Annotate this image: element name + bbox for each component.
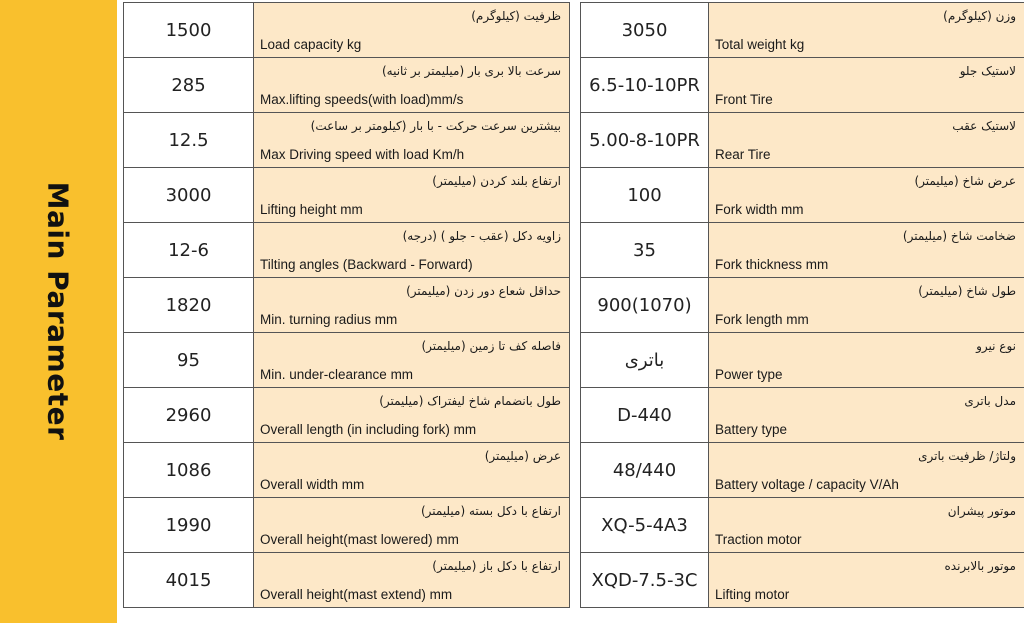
spec-description (709, 498, 1024, 553)
spec-description (254, 443, 570, 498)
spec-label-english: Load capacity kg (260, 37, 362, 52)
spec-description (254, 553, 570, 608)
spec-label-english: Fork length mm (715, 312, 809, 327)
spec-label-persian: مدل باتری (964, 394, 1016, 408)
spec-row (581, 498, 1024, 553)
spec-value: 3050 (581, 3, 709, 58)
spec-value: 48/440 (581, 443, 709, 498)
spec-label-english: Overall width mm (260, 477, 365, 492)
spec-description (254, 278, 570, 333)
spec-value: 1820 (124, 278, 254, 333)
spec-label-persian: موتور پیشران (947, 504, 1016, 518)
page-title: Main Parameter (41, 181, 75, 441)
spec-label-persian: زاویه دکل (عقب - جلو ) (درجه) (402, 229, 561, 243)
spec-row (124, 498, 570, 553)
spec-description (709, 333, 1024, 388)
spec-label-persian: طول شاخ (میلیمتر) (918, 284, 1016, 298)
spec-label-english: Total weight kg (715, 37, 805, 52)
spec-label-english: Min. turning radius mm (260, 312, 398, 327)
right-spec-table (580, 2, 1024, 608)
spec-label-english: Tilting angles (Backward - Forward) (260, 257, 473, 272)
spec-description (709, 388, 1024, 443)
spec-value: D-440 (581, 388, 709, 443)
spec-value: 5.00-8-10PR (581, 113, 709, 168)
spec-description (709, 553, 1024, 608)
spec-label-english: Lifting motor (715, 587, 790, 602)
spec-row (581, 3, 1024, 58)
spec-row (581, 443, 1024, 498)
spec-description (254, 113, 570, 168)
spec-description (709, 113, 1024, 168)
spec-label-english: Rear Tire (715, 147, 771, 162)
spec-label-english: Min. under-clearance mm (260, 367, 414, 382)
spec-label-persian: فاصله کف تا زمین (میلیمتر) (421, 339, 561, 353)
spec-value: 1500 (124, 3, 254, 58)
spec-label-persian: ولتاژ/ ظرفیت باتری (918, 449, 1016, 463)
spec-description (254, 388, 570, 443)
spec-value: 35 (581, 223, 709, 278)
spec-row (581, 333, 1024, 388)
spec-description (709, 223, 1024, 278)
spec-value: 100 (581, 168, 709, 223)
spec-value: XQD-7.5-3C (581, 553, 709, 608)
spec-value: 4015 (124, 553, 254, 608)
spec-label-persian: عرض شاخ (میلیمتر) (914, 174, 1016, 188)
spec-row (124, 278, 570, 333)
spec-description (254, 223, 570, 278)
title-sidebar (0, 0, 117, 623)
spec-row (581, 388, 1024, 443)
spec-value: XQ-5-4A3 (581, 498, 709, 553)
spec-label-english: Overall height(mast lowered) mm (260, 532, 459, 547)
spec-value: باتری (581, 333, 709, 388)
spec-label-persian: موتور بالابرنده (944, 559, 1016, 573)
spec-row (124, 168, 570, 223)
spec-row (124, 113, 570, 168)
spec-label-english: Power type (715, 367, 783, 382)
spec-label-persian: طول بانضمام شاخ لیفتراک (میلیمتر) (379, 394, 561, 408)
spec-label-persian: لاستیک جلو (959, 64, 1016, 78)
spec-description (254, 498, 570, 553)
spec-label-english: Front Tire (715, 92, 773, 107)
spec-label-english: Fork thickness mm (715, 257, 829, 272)
spec-label-persian: بیشترین سرعت حرکت - با بار (کیلومتر بر ساعت) (310, 119, 561, 133)
spec-row (581, 223, 1024, 278)
spec-description (709, 3, 1024, 58)
spec-description (254, 58, 570, 113)
spec-description (709, 278, 1024, 333)
spec-label-persian: ظرفیت (کیلوگرم) (471, 9, 561, 23)
spec-label-persian: لاستیک عقب (952, 119, 1016, 133)
spec-description (254, 168, 570, 223)
spec-label-english: Fork width mm (715, 202, 804, 217)
spec-label-english: Max.lifting speeds(with load)mm/s (260, 92, 464, 107)
spec-label-english: Battery voltage / capacity V/Ah (715, 477, 899, 492)
spec-value: 95 (124, 333, 254, 388)
spec-label-english: Max Driving speed with load Km/h (260, 147, 465, 162)
spec-label-english: Traction motor (715, 532, 802, 547)
spec-value: 900(1070) (581, 278, 709, 333)
spec-label-persian: سرعت بالا بری بار (میلیمتر بر ثانیه) (381, 64, 561, 78)
spec-label-persian: وزن (کیلوگرم) (943, 9, 1016, 23)
spec-label-persian: ارتفاع با دکل باز (میلیمتر) (432, 559, 561, 573)
spec-label-persian: حداقل شعاع دور زدن (میلیمتر) (406, 284, 561, 298)
spec-description (254, 3, 570, 58)
spec-description (709, 443, 1024, 498)
spec-label-persian: نوع نیرو (976, 339, 1016, 353)
spec-row (124, 388, 570, 443)
spec-description (254, 333, 570, 388)
spec-row (124, 333, 570, 388)
spec-row (124, 443, 570, 498)
spec-row (124, 223, 570, 278)
spec-value: 1086 (124, 443, 254, 498)
spec-row (124, 58, 570, 113)
spec-value: 12-6 (124, 223, 254, 278)
spec-value: 2960 (124, 388, 254, 443)
spec-value: 285 (124, 58, 254, 113)
spec-label-english: Battery type (715, 422, 788, 437)
spec-row (581, 168, 1024, 223)
spec-label-english: Overall height(mast extend) mm (260, 587, 453, 602)
spec-row (124, 3, 570, 58)
spec-value: 1990 (124, 498, 254, 553)
spec-label-persian: عرض (میلیمتر) (484, 449, 561, 463)
spec-value: 12.5 (124, 113, 254, 168)
spec-label-persian: ارتفاع بلند کردن (میلیمتر) (432, 174, 561, 188)
spec-row (581, 58, 1024, 113)
spec-row (581, 278, 1024, 333)
spec-label-persian: ارتفاع با دکل بسته (میلیمتر) (420, 504, 561, 518)
spec-label-english: Overall length (in including fork) mm (260, 422, 477, 437)
spec-value: 3000 (124, 168, 254, 223)
spec-row (124, 553, 570, 608)
spec-row (581, 113, 1024, 168)
spec-label-english: Lifting height mm (260, 202, 363, 217)
spec-row (581, 553, 1024, 608)
spec-description (709, 168, 1024, 223)
spec-value: 6.5-10-10PR (581, 58, 709, 113)
spec-description (709, 58, 1024, 113)
left-spec-table (123, 2, 570, 608)
spec-label-persian: ضخامت شاخ (میلیمتر) (902, 229, 1016, 243)
